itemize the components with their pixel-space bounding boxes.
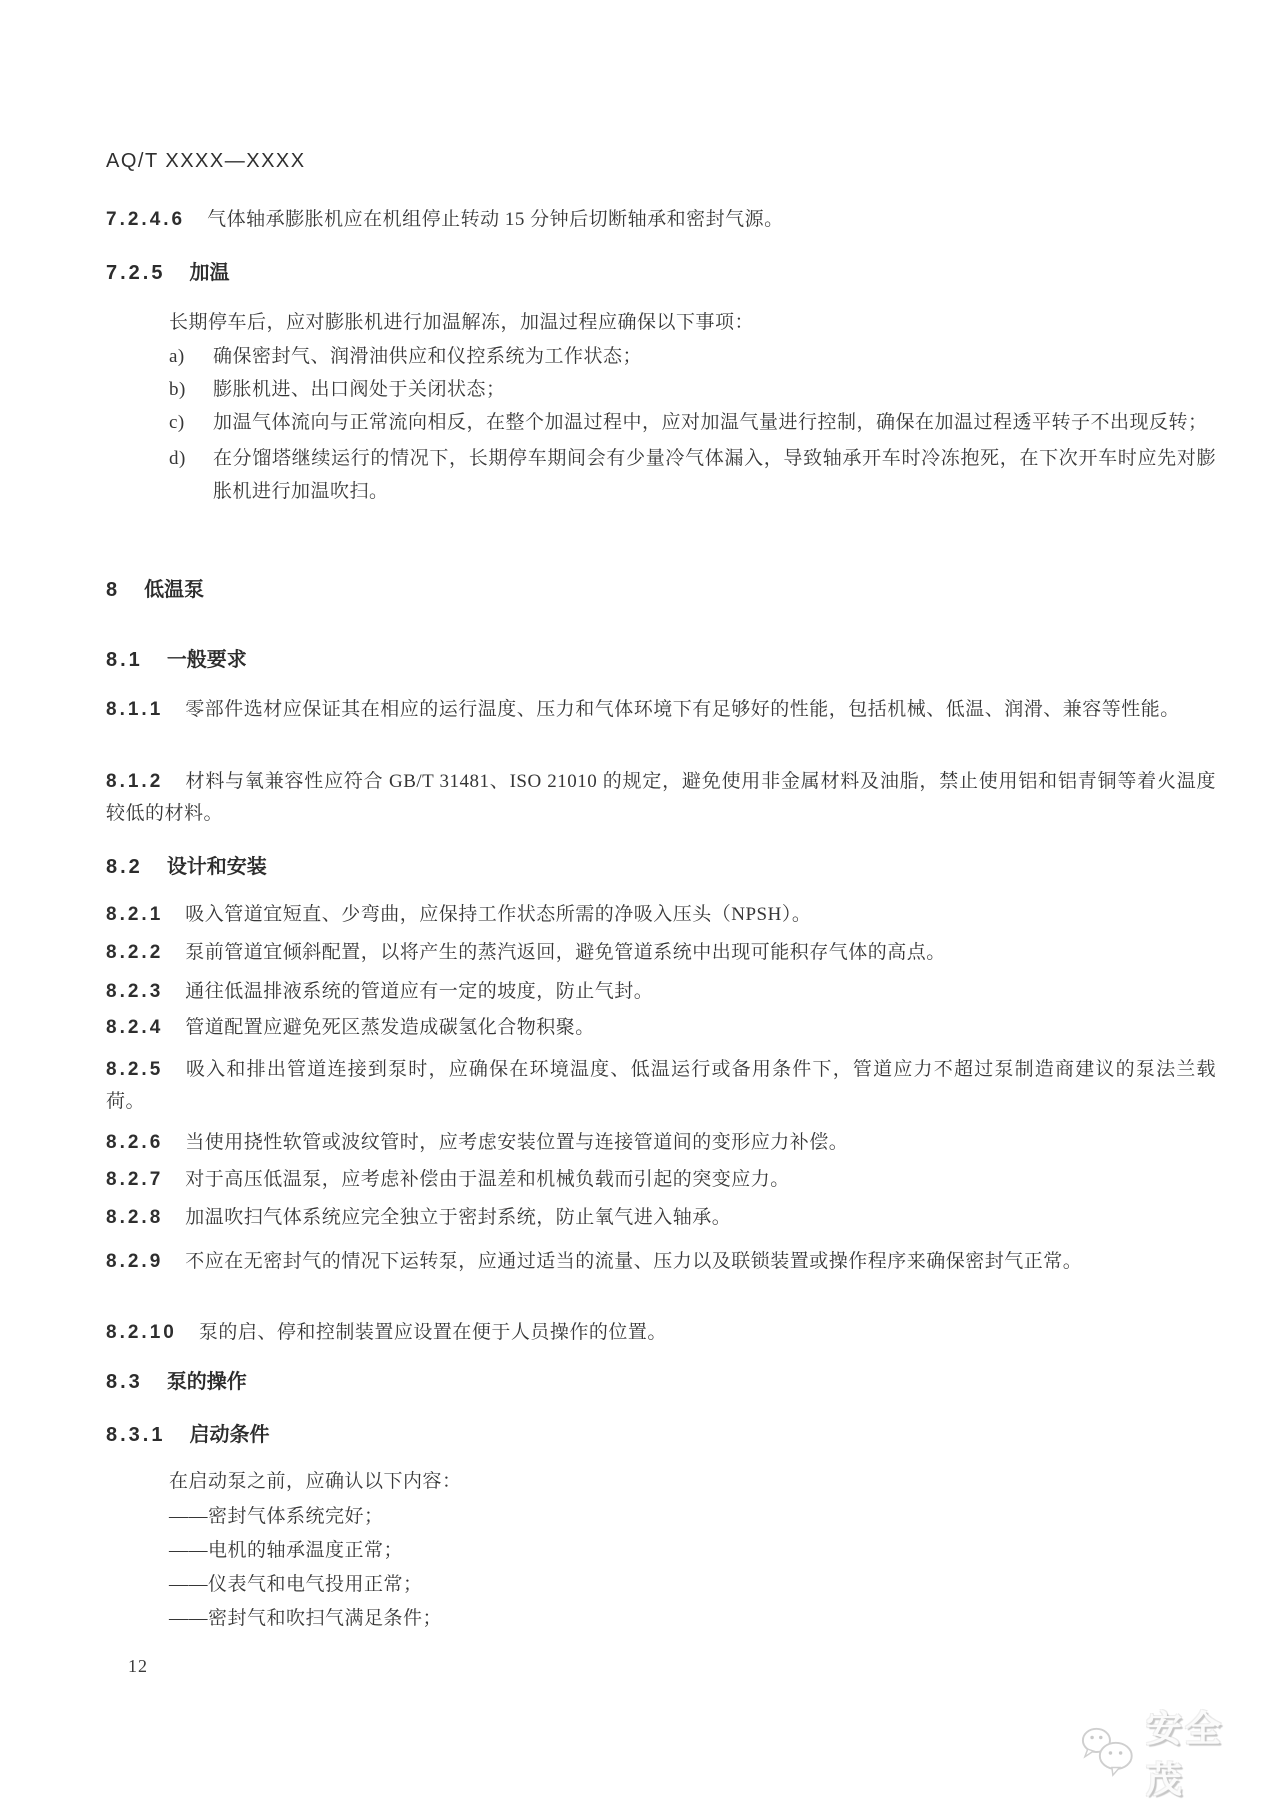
page-number: 12 — [128, 1656, 148, 1676]
heading-title: 启动条件 — [189, 1424, 270, 1446]
clause-number: 8.2.8 — [106, 1207, 164, 1228]
list-item — [106, 406, 1216, 439]
list-item — [106, 340, 1216, 373]
clause-8-2-1 — [106, 899, 1216, 931]
clause-8-2-5 — [106, 1054, 1216, 1118]
clause-number: 8.2.5 — [106, 1059, 164, 1080]
clause-8-2-10 — [106, 1317, 1216, 1349]
clause-number: 7.2.4.6 — [106, 209, 186, 230]
list-marker: b) — [169, 379, 186, 400]
doc-code-header: AQ/T XXXX—XXXX — [106, 150, 306, 172]
heading-number: 8.3 — [106, 1371, 143, 1393]
clause-8-2-9 — [106, 1246, 1216, 1278]
clause-text: 吸入管道宜短直、少弯曲，应保持工作状态所需的净吸入压头（NPSH）。 — [185, 904, 812, 925]
section-heading-8-3-1 — [106, 1422, 1216, 1448]
clause-text: 当使用挠性软管或波纹管时，应考虑安装位置与连接管道间的变形应力补偿。 — [185, 1132, 849, 1153]
heading-number: 8.3.1 — [106, 1424, 166, 1446]
heading-title: 设计和安装 — [166, 856, 267, 878]
heading-number: 7.2.5 — [106, 262, 166, 284]
clause-8-2-6 — [106, 1127, 1216, 1159]
clause-text: 对于高压低温泵，应考虑补偿由于温差和机械负载而引起的突变应力。 — [185, 1169, 790, 1190]
clause-8-2-2 — [106, 937, 1216, 969]
dash-list-item: ——仪表气和电气投用正常； — [169, 1574, 423, 1595]
section-heading-8 — [106, 577, 1216, 603]
lettered-list-7-2-5 — [106, 340, 1216, 508]
clause-8-1-2 — [106, 766, 1216, 830]
clause-text: 零部件选材应保证其在相应的运行温度、压力和气体环境下有足够好的性能，包括机械、低温、润滑、兼容等性能。 — [185, 699, 1180, 720]
clause-text: 不应在无密封气的情况下运转泵，应通过适当的流量、压力以及联锁装置或操作程序来确保密封气正常。 — [185, 1251, 1083, 1272]
heading-title: 泵的操作 — [166, 1371, 247, 1393]
clause-number: 8.2.9 — [106, 1251, 164, 1272]
section-heading-7-2-5 — [106, 260, 1216, 286]
clause-text: 材料与氧兼容性应符合 GB/T 31481、ISO 21010 的规定，避免使用非金属材料及油脂，禁止使用铝和铝青铜等着火温度较低的材料。 — [106, 771, 1216, 824]
heading-title: 加温 — [189, 262, 230, 284]
watermark — [1080, 1708, 1260, 1800]
clause-number: 8.2.1 — [106, 904, 164, 925]
heading-title: 低温泵 — [144, 579, 205, 601]
clause-8-2-7 — [106, 1164, 1216, 1196]
clause-text: 管道配置应避免死区蒸发造成碳氢化合物积聚。 — [185, 1017, 595, 1038]
clause-8-1-1 — [106, 694, 1216, 726]
list-item-text: 膨胀机进、出口阀处于关闭状态； — [213, 379, 506, 400]
paragraph-7-2-5-intro: 长期停车后，应对膨胀机进行加温解冻，加温过程应确保以下事项： — [169, 312, 755, 333]
clause-number: 8.2.7 — [106, 1169, 164, 1190]
list-item — [106, 373, 1216, 406]
list-item-text: 加温气体流向与正常流向相反，在整个加温过程中，应对加温气量进行控制，确保在加温过程透平转子不出现反转； — [213, 412, 1208, 433]
clause-7-2-4-6 — [106, 204, 1216, 236]
list-item — [106, 442, 1216, 508]
section-heading-8-2 — [106, 854, 1216, 880]
clause-number: 8.1.2 — [106, 771, 164, 792]
clause-text: 吸入和排出管道连接到泵时，应确保在环境温度、低温运行或备用条件下，管道应力不超过泵制造商建议的泵法兰载荷。 — [106, 1059, 1216, 1112]
wechat-chat-bubbles-icon — [1080, 1726, 1138, 1778]
dash-list-item: ——密封气和吹扫气满足条件； — [169, 1608, 443, 1629]
dash-list-8-3-1 — [106, 1500, 1216, 1636]
clause-number: 8.2.2 — [106, 942, 164, 963]
clause-number: 8.1.1 — [106, 699, 164, 720]
clause-text: 加温吹扫气体系统应完全独立于密封系统，防止氧气进入轴承。 — [185, 1207, 732, 1228]
clause-text: 泵的启、停和控制装置应设置在便于人员操作的位置。 — [198, 1322, 667, 1343]
clause-text: 气体轴承膨胀机应在机组停止转动 15 分钟后切断轴承和密封气源。 — [207, 209, 784, 230]
clause-text: 泵前管道宜倾斜配置，以将产生的蒸汽返回，避免管道系统中出现可能积存气体的高点。 — [185, 942, 946, 963]
heading-number: 8 — [106, 579, 121, 601]
watermark-text: 安全茂 — [1146, 1708, 1225, 1800]
list-marker: a) — [169, 346, 185, 367]
clause-8-2-8 — [106, 1202, 1216, 1234]
section-heading-8-1 — [106, 647, 1216, 673]
heading-title: 一般要求 — [166, 649, 247, 671]
clause-number: 8.2.10 — [106, 1322, 177, 1343]
heading-number: 8.2 — [106, 856, 143, 878]
list-item-text: 在分馏塔继续运行的情况下，长期停车期间会有少量冷气体漏入，导致轴承开车时冷冻抱死，在下次开车时应先对膨胀机进行加温吹扫。 — [213, 448, 1216, 502]
list-marker: d) — [169, 448, 186, 469]
clause-8-2-4 — [106, 1012, 1216, 1044]
list-item-text: 确保密封气、润滑油供应和仪控系统为工作状态； — [213, 346, 643, 367]
list-marker: c) — [169, 412, 185, 433]
clause-number: 8.2.6 — [106, 1132, 164, 1153]
dash-list-item: ——电机的轴承温度正常； — [169, 1540, 404, 1561]
heading-number: 8.1 — [106, 649, 143, 671]
clause-text: 通往低温排液系统的管道应有一定的坡度，防止气封。 — [185, 981, 654, 1002]
dash-list-item: ——密封气体系统完好； — [169, 1506, 384, 1527]
clause-number: 8.2.4 — [106, 1017, 164, 1038]
clause-number: 8.2.3 — [106, 981, 164, 1002]
section-heading-8-3 — [106, 1369, 1216, 1395]
clause-8-2-3 — [106, 976, 1216, 1008]
paragraph-8-3-1-intro: 在启动泵之前，应确认以下内容： — [169, 1471, 462, 1492]
